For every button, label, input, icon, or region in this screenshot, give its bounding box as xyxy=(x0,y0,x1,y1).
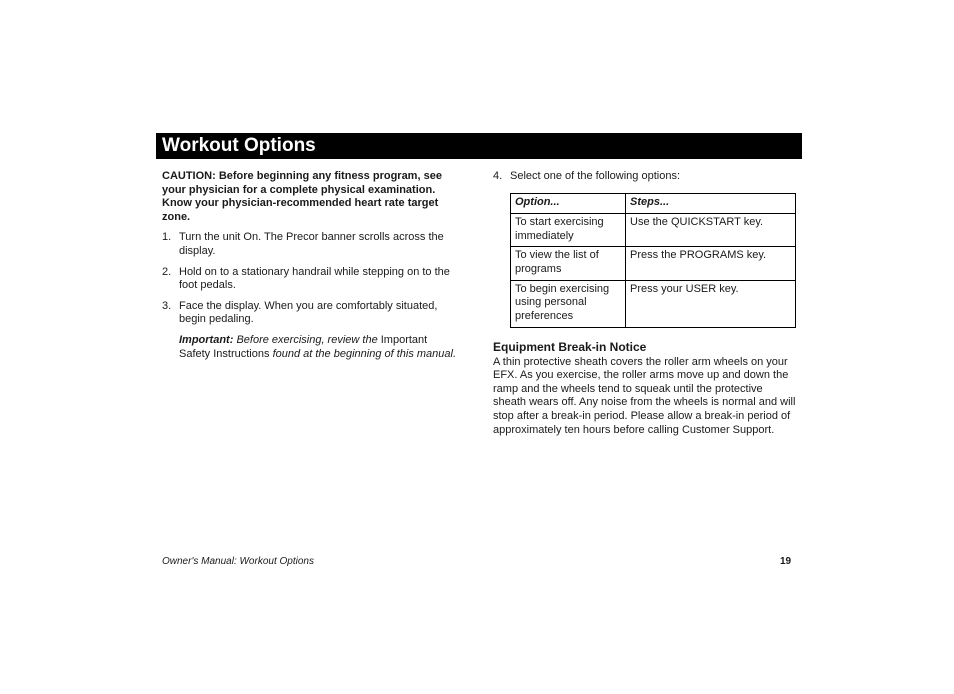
table-header-row xyxy=(511,193,796,214)
table-row xyxy=(511,280,796,327)
right-column xyxy=(493,170,796,437)
important-doc-title: Important Safety Instructions xyxy=(179,333,428,360)
table-cell: Press your USER key. xyxy=(626,280,796,327)
step-text: Hold on to a stationary handrail while stepping on to the foot pedals. xyxy=(179,265,450,292)
step-4 xyxy=(493,170,796,184)
section-body: A thin protective sheath covers the roller arm wheels on your EFX. As you exercise, the roller arms move up and down the ramp and the wheels tend to squeak until the protective sheath wears off. Any noise from the wheels is normal and will stop after a break-in period. Please allow a break-in period of approximately ten hours before calling Customer Support. xyxy=(493,355,796,436)
steps-list xyxy=(162,231,460,327)
header-option: Option... xyxy=(511,193,626,214)
step-text: Turn the unit On. The Precor banner scrolls across the display. xyxy=(179,231,444,257)
table-row xyxy=(511,214,796,247)
table-cell: Press the PROGRAMS key. xyxy=(626,247,796,280)
important-lead: Important: xyxy=(179,333,234,346)
page-number: 19 xyxy=(780,556,792,567)
options-table xyxy=(510,193,796,328)
table-cell: To start exercising immediately xyxy=(511,214,626,247)
caution-text: CAUTION: Before beginning any fitness program, see your physician for a complete physical examination. Know your physician-recommended heart rate target zone. xyxy=(162,170,442,223)
header-steps: Steps... xyxy=(626,193,796,214)
important-text-2: found at the beginning of this manual. xyxy=(272,347,457,360)
step-number: 4. xyxy=(493,170,503,182)
section-title: Equipment Break-in Notice xyxy=(493,339,647,354)
important-text-1: Before exercising, review the xyxy=(236,333,378,346)
footer-title: Owner's Manual: Workout Options xyxy=(162,556,314,567)
list-item xyxy=(162,300,460,327)
list-item xyxy=(162,231,460,258)
step-number: 1. xyxy=(162,231,172,244)
title-bar xyxy=(156,133,802,159)
list-item xyxy=(162,266,460,293)
table-cell: Use the QUICKSTART key. xyxy=(626,214,796,247)
table-cell: To view the list of programs xyxy=(511,247,626,280)
step-text: Select one of the following options: xyxy=(510,170,681,182)
table-cell: To begin exercising using personal preferences xyxy=(511,280,626,327)
left-column xyxy=(162,170,460,361)
important-note xyxy=(162,334,460,361)
step-number: 3. xyxy=(162,299,172,312)
table-row xyxy=(511,247,796,280)
step-text: Face the display. When you are comfortably situated, begin pedaling. xyxy=(179,299,438,326)
page-title: Workout Options xyxy=(162,135,316,156)
step-number: 2. xyxy=(162,265,172,278)
